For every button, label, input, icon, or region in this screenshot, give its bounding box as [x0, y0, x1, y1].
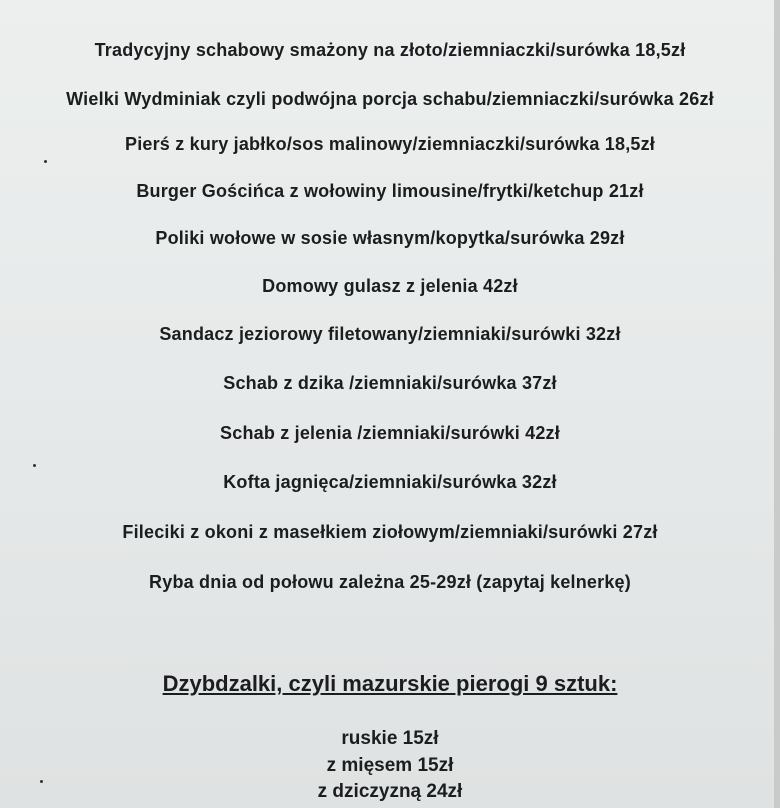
menu-item: Tradycyjny schabowy smażony na złoto/ziemniaczki/surówka 18,5zł	[94, 40, 686, 60]
paper-speck	[40, 780, 43, 783]
pierogi-item: ruskie 15zł	[341, 728, 439, 749]
menu-item: Burger Gościńca z wołowiny limousine/frytki/ketchup 21zł	[136, 181, 644, 201]
menu-item: Poliki wołowe w sosie własnym/kopytka/surówka 29zł	[155, 228, 625, 248]
menu-item: Schab z jelenia /ziemniaki/surówki 42zł	[220, 423, 560, 443]
paper-edge	[774, 0, 780, 808]
menu-item: Schab z dzika /ziemniaki/surówka 37zł	[223, 373, 557, 393]
menu-item: Fileciki z okoni z masełkiem ziołowym/ziemniaki/surówki 27zł	[122, 522, 658, 542]
menu-item: Kofta jagnięca/ziemniaki/surówka 32zł	[223, 472, 557, 492]
pierogi-item: z mięsem 15zł	[326, 755, 454, 776]
menu-item: Domowy gulasz z jelenia 42zł	[262, 276, 518, 296]
menu-item: Wielki Wydminiak czyli podwójna porcja schabu/ziemniaczki/surówka 26zł	[66, 89, 714, 109]
paper-speck	[33, 464, 36, 467]
paper-speck	[44, 160, 47, 163]
menu-item: Sandacz jeziorowy filetowany/ziemniaki/surówki 32zł	[159, 324, 621, 344]
menu-item: Ryba dnia od połowu zależna 25-29zł (zapytaj kelnerkę)	[149, 572, 631, 592]
pierogi-item: z dziczyzną 24zł	[317, 781, 463, 802]
menu-item: Pierś z kury jabłko/sos malinowy/ziemniaczki/surówka 18,5zł	[124, 134, 656, 154]
pierogi-heading: Dzybdzalki, czyli mazurskie pierogi 9 sztuk:	[162, 671, 618, 696]
